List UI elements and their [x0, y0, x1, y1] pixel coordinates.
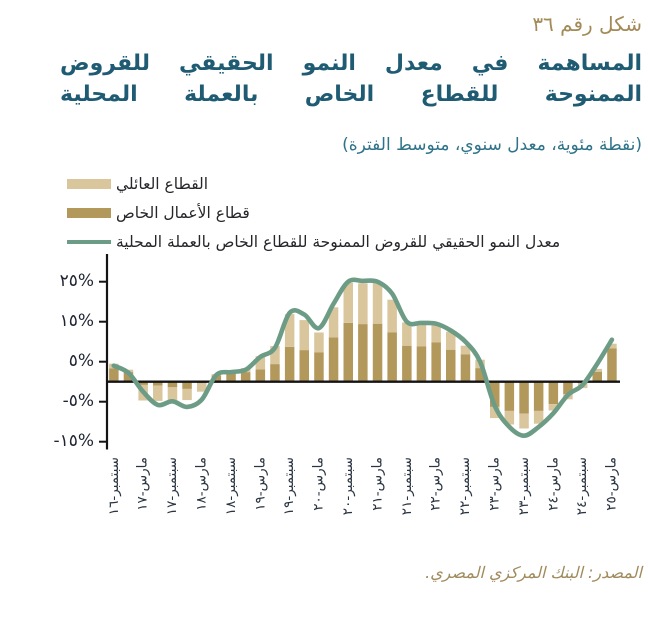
bar-segment-business	[270, 364, 280, 382]
bar-segment-household	[300, 320, 310, 350]
x-tick-label: مارس-٢٣	[486, 457, 503, 511]
bar-segment-business	[417, 347, 427, 382]
x-tick-label: مارس-٢١	[369, 457, 386, 511]
x-tick-label: سبتمبر-٢٤	[574, 457, 591, 516]
bar-segment-household	[417, 322, 427, 346]
x-tick-label: سبتمبر-١٦	[105, 457, 122, 516]
bar-segment-business	[431, 343, 441, 382]
bar-segment-household	[519, 414, 529, 429]
bar-segment-business	[607, 349, 617, 382]
bar-segment-business	[109, 369, 119, 382]
y-tick-label: ٥%	[68, 350, 94, 371]
bar-segment-business	[373, 324, 383, 382]
bar-segment-business	[402, 346, 412, 382]
y-tick-label: -٥%	[62, 390, 94, 411]
bar-segment-household	[182, 389, 192, 400]
chart-subtitle: (نقطة مئوية، معدل سنوي، متوسط الفترة)	[342, 135, 642, 155]
chart-area	[0, 250, 648, 570]
chart-legend	[67, 169, 638, 256]
bar-segment-household	[314, 333, 324, 353]
bar-segment-business	[300, 350, 310, 382]
bar-segment-business	[461, 355, 471, 382]
chart-canvas	[0, 250, 648, 570]
bar-segment-business	[505, 382, 514, 411]
x-tick-label: سبتمبر-٢٣	[516, 457, 532, 516]
chart-title-line1: المساهمة في معدل النمو الحقيقي للقروض	[60, 51, 642, 76]
x-tick-label: سبتمبر-٢٢	[457, 457, 474, 516]
bar-segment-household	[153, 386, 163, 401]
chart-title-line2: الممنوحة للقطاع الخاص بالعملة المحلية	[60, 82, 642, 107]
legend-label: قطاع الأعمال الخاص	[116, 203, 250, 222]
x-tick-label: سبتمبر-١٧	[164, 457, 181, 516]
x-tick-label: مارس-١٩	[252, 457, 269, 511]
legend-item-business	[67, 198, 638, 227]
x-tick-label: مارس-٢٢	[428, 457, 445, 511]
x-tick-label: سبتمبر-١٨	[223, 457, 239, 516]
source-note: المصدر: البنك المركزي المصري.	[425, 563, 642, 582]
bar-segment-business	[549, 382, 559, 404]
bar-segment-business	[314, 353, 324, 382]
x-tick-label: سبتمبر-١٩	[281, 457, 298, 516]
x-tick-label: مارس-٢٠	[310, 457, 327, 511]
x-tick-label: مارس-١٧	[135, 457, 152, 511]
bar-segment-business	[446, 350, 456, 382]
x-tick-label: مارس-٢٤	[545, 457, 562, 511]
bar-segment-household	[373, 283, 383, 324]
bar-segment-business	[329, 337, 339, 381]
y-tick-label: ١٥%	[59, 310, 94, 331]
line-swatch	[67, 240, 111, 244]
business-swatch	[67, 208, 111, 218]
bar-segment-business	[285, 347, 295, 382]
y-tick-label: ٢٥%	[59, 270, 94, 291]
chart-title	[60, 48, 642, 110]
y-tick-label: -١٥%	[53, 430, 94, 451]
figure-number: شكل رقم ٣٦	[532, 12, 642, 36]
legend-label: القطاع العائلي	[116, 174, 209, 193]
bar-segment-business	[256, 369, 266, 381]
bar-segment-business	[358, 324, 368, 382]
legend-label: معدل النمو الحقيقي للقروض الممنوحة للقطاع الخاص بالعملة المحلية	[116, 232, 561, 251]
bar-segment-household	[358, 283, 368, 324]
household-swatch	[67, 179, 111, 189]
bar-segment-business	[241, 372, 251, 382]
x-tick-label: سبتمبر-٢١	[398, 457, 415, 516]
bar-segment-business	[344, 323, 354, 382]
legend-item-household	[67, 169, 638, 198]
x-tick-label: سبتمبر-٢٠	[340, 457, 357, 516]
bar-segment-business	[387, 333, 397, 382]
x-tick-label: مارس-٢٥	[603, 457, 620, 511]
bar-segment-business	[519, 382, 529, 414]
x-tick-label: مارس-١٨	[193, 457, 210, 511]
bar-segment-business	[534, 382, 544, 411]
